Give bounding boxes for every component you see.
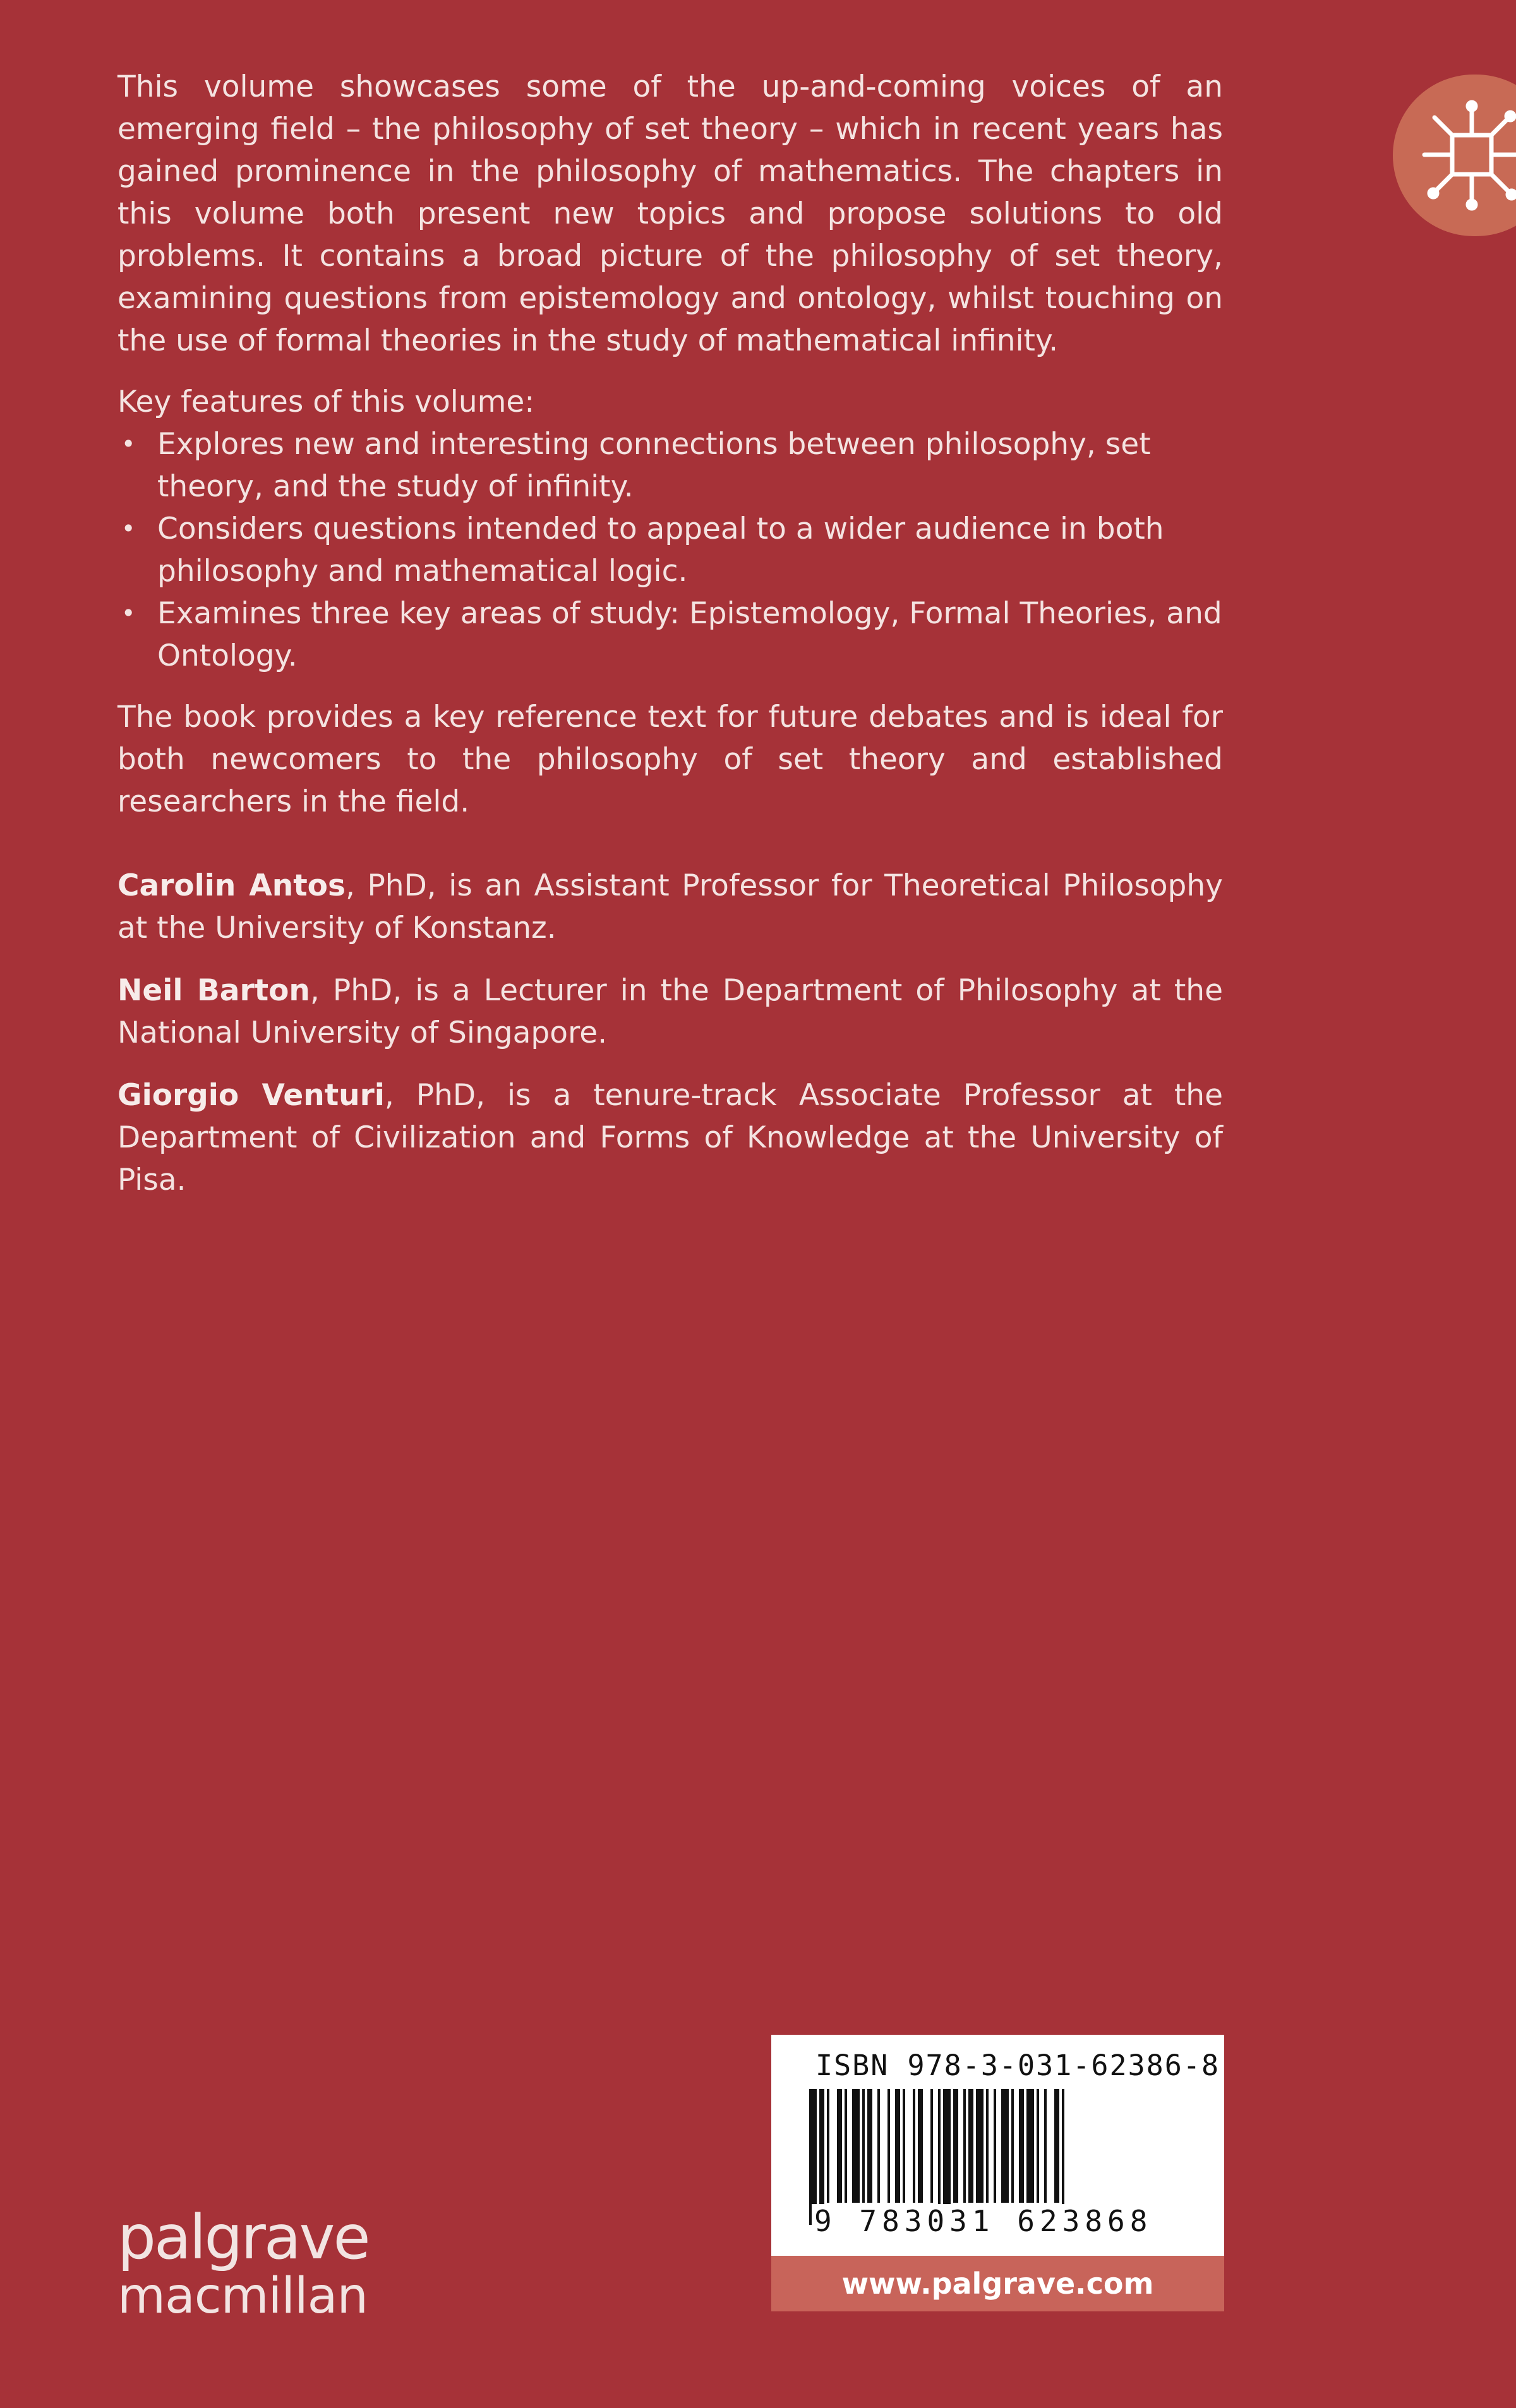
barcode-bar [887, 2089, 890, 2203]
feature-text: Explores new and interesting connections between philosophy, set theory, and the study of infinity. [157, 427, 1151, 504]
author-bio-text: , PhD, is a Lecturer in the Department of Philosophy at the National University of Singapore. [117, 973, 1224, 1050]
list-item [117, 423, 1223, 508]
barcode-bar [913, 2089, 915, 2203]
list-item [117, 592, 1223, 677]
barcode-bar [903, 2089, 905, 2203]
barcode-bar [1026, 2089, 1034, 2203]
isbn-barcode [771, 2035, 1224, 2256]
barcode-bar [986, 2089, 989, 2203]
author-name: Carolin Antos [117, 868, 346, 903]
barcode-bar [918, 2089, 923, 2203]
barcode-bar [953, 2089, 958, 2203]
barcode-bar [976, 2089, 984, 2203]
author-bio [117, 969, 1223, 1054]
barcode-bar [862, 2089, 865, 2203]
logo-line-macmillan: macmillan [117, 2268, 368, 2325]
barcode-bar [845, 2089, 847, 2203]
logo-line-palgrave: palgrave [117, 2202, 369, 2273]
blurb-intro: This volume showcases some of the up-and-coming voices of an emerging field – the philosophy of set theory – which in recent years has gained prominence in the philosophy of mathematics. The chapters in this volume both present new topics and propose solutions to old problems. It contains a broad picture of the philosophy of set theory, examining questions from epistemology and ontology, whilst touching on the use of formal theories in the study of mathematical infinity. [117, 69, 1223, 358]
barcode-bar [1011, 2089, 1014, 2203]
barcode-bar [867, 2089, 872, 2203]
author-bio-text: , PhD, is a tenure-track Associate Professor at the Department of Civilization and Forms of Knowledge at the University of Pisa. [117, 1078, 1223, 1197]
barcode-bar [837, 2089, 842, 2203]
isbn-label: ISBN 978-3-031-62386-8 [815, 2049, 1220, 2082]
publisher-badge [1393, 75, 1516, 236]
bullet: • [121, 430, 136, 458]
barcode-bar [994, 2089, 996, 2203]
palgrave-network-icon [1422, 100, 1516, 211]
back-cover-text [117, 66, 1223, 1221]
barcode-digits: 9 783031 623868 [812, 2204, 1155, 2238]
bullet: • [121, 515, 136, 542]
palgrave-macmillan-logo [117, 2202, 369, 2325]
author-bio [117, 865, 1223, 949]
barcode-bar [1037, 2089, 1039, 2203]
author-name: Giorgio Venturi [117, 1078, 385, 1113]
barcode-bar [1044, 2089, 1047, 2203]
barcode-bar [1054, 2089, 1059, 2203]
features-title: Key features of this volume: [117, 385, 535, 419]
barcode-bar [930, 2089, 933, 2203]
author-bio-text: , PhD, is an Assistant Professor for Theoretical Philosophy at the University of Konstanz. [117, 868, 1223, 945]
feature-text: Considers questions intended to appeal to a wider audience in both philosophy and mathematical logic. [157, 512, 1164, 589]
author-name: Neil Barton [117, 973, 310, 1008]
publisher-url[interactable]: www.palgrave.com [771, 2256, 1224, 2311]
blurb-closing: The book provides a key reference text for future debates and is ideal for both newcomers to the philosophy of set theory and established researchers in the field. [117, 700, 1223, 819]
author-bio [117, 1074, 1223, 1201]
barcode-bar [1019, 2089, 1024, 2203]
barcode-bar [963, 2089, 966, 2203]
features-list [117, 423, 1223, 677]
barcode-bar [968, 2089, 973, 2203]
barcode-bar [1001, 2089, 1009, 2203]
bullet: • [121, 599, 136, 627]
barcode-bar [852, 2089, 860, 2203]
feature-text: Examines three key areas of study: Epistemology, Formal Theories, and Ontology. [157, 596, 1222, 673]
barcode-bar [877, 2089, 880, 2203]
barcode-bar [895, 2089, 900, 2203]
list-item [117, 508, 1223, 592]
barcode-bar [827, 2089, 829, 2203]
